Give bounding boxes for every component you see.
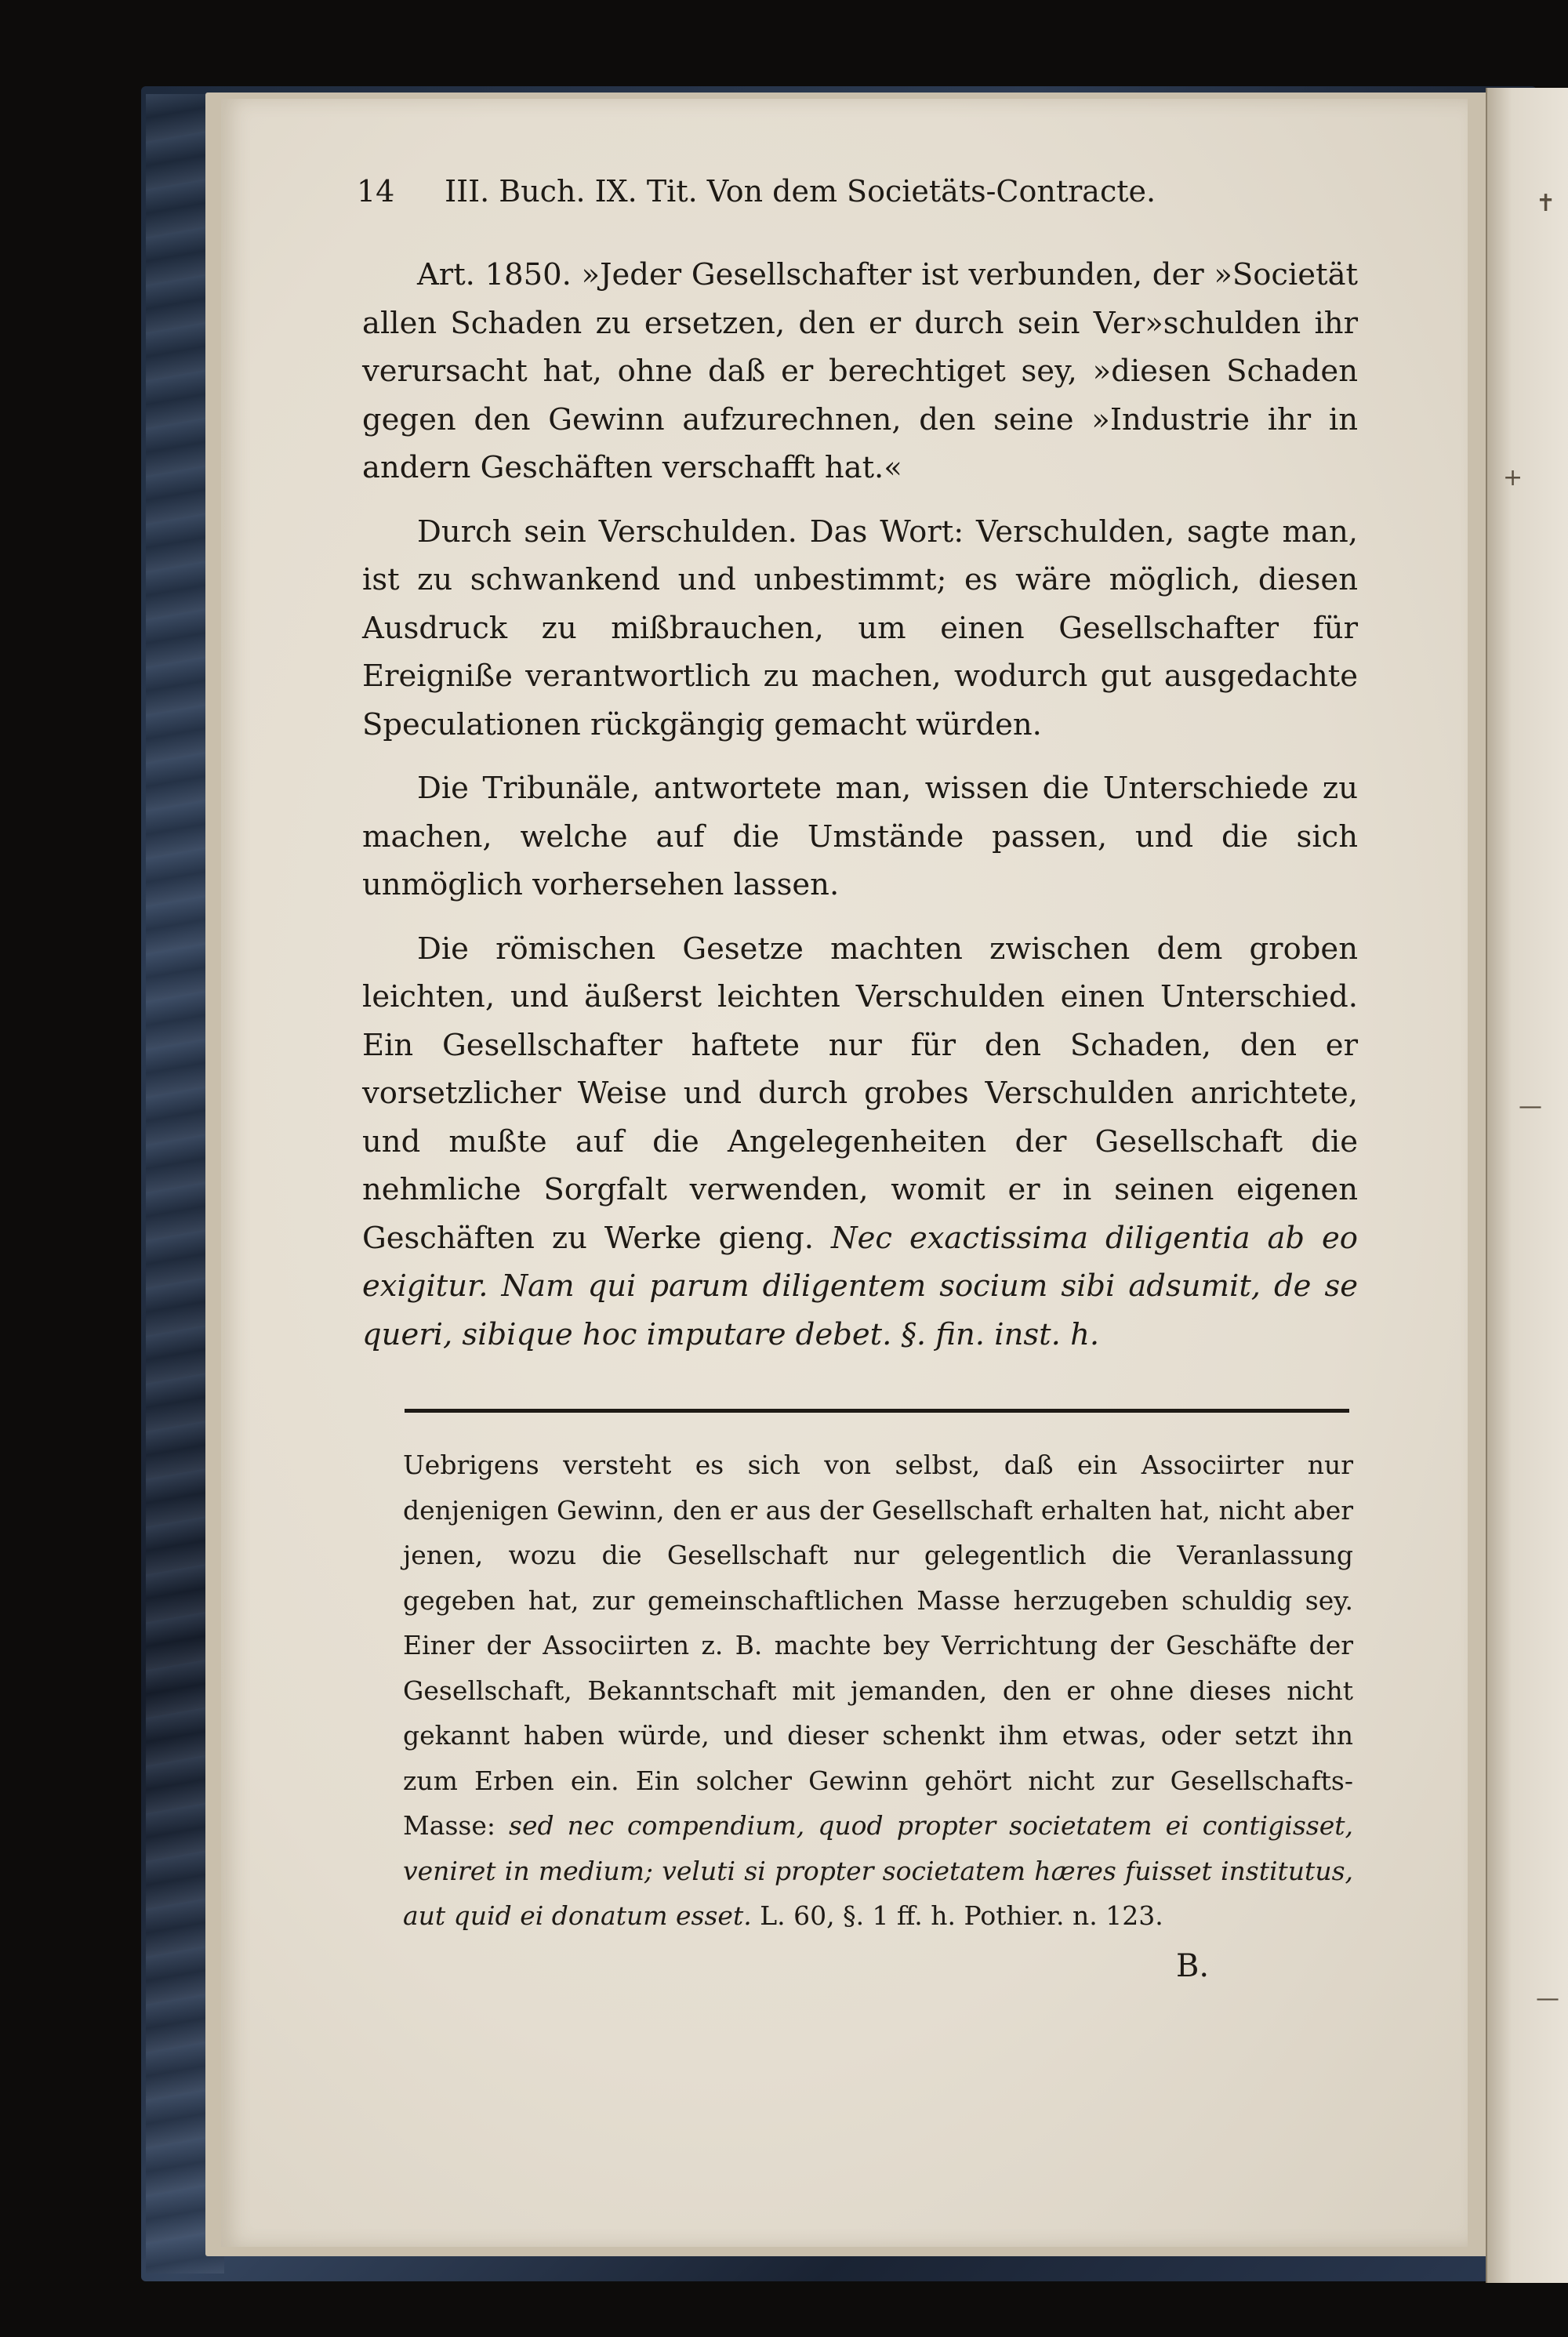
signature-mark: B. — [1176, 1948, 1210, 1984]
facing-page-edge — [1486, 88, 1568, 2283]
running-title: III. Buch. IX. Tit. Von dem Societäts-Contracte. — [445, 174, 1156, 209]
footnote-citation: L. 60, §. 1 ff. h. Pothier. n. 123. — [760, 1900, 1163, 1931]
commentary-paragraph — [362, 925, 1358, 1359]
running-head — [357, 174, 1258, 209]
margin-mark: + — [1503, 464, 1523, 492]
main-text — [362, 251, 1358, 1374]
german-text: Die römischen Gesetze machten zwischen dem groben leichten, und äußerst leichten Verschulden einen Unterschied. Ein Gesellschafter haftete nur für den Schaden, den er vorsetzlicher Weise und durch grobes Verschulden anrichtete, und mußte auf die Angelegenheiten der Gesellschaft die nehmliche Sorgfalt verwenden, womit er in seinen eigenen Geschäften zu Werke gieng. — [362, 931, 1358, 1256]
footnote — [403, 1442, 1353, 1939]
latin-quote: Nec exactissima diligentia ab eo exigitur. Nam qui parum diligentem socium sibi adsumit, de se queri, sibique hoc imputare debet. §. fin. inst. h. — [362, 1220, 1358, 1352]
margin-mark: — — [1519, 1093, 1542, 1120]
margin-mark: ✝ — [1536, 190, 1556, 217]
article-paragraph: Art. 1850. »Jeder Gesellschafter ist verbunden, der »Societät allen Schaden zu ersetzen, den er durch sein Ver»schulden ihr verursacht hat, ohne daß er berechtiget sey, »diesen Schaden gegen den Gewinn aufzurechnen, den seine »Industrie ihr in andern Geschäften verschafft hat.« — [362, 257, 1358, 485]
page-number: 14 — [357, 174, 395, 209]
footnote-latin: sed nec compendium, quod propter societatem ei contigisset, veniret in medium; veluti si propter societatem hæres fuisset institutus, aut quid ei donatum esset. — [403, 1810, 1353, 1931]
commentary-paragraph: Die Tribunäle, antwortete man, wissen die Unterschiede zu machen, welche auf die Umstände passen, und die sich unmöglich vorhersehen lassen. — [362, 771, 1358, 902]
footnote-german: Uebrigens versteht es sich von selbst, daß ein Associirter nur denjenigen Gewinn, den er aus der Gesellschaft erhalten hat, nicht aber jenen, wozu die Gesellschaft nur gelegentlich die Veranlassung gegeben hat, zur gemeinschaftlichen Masse herzugeben schuldig sey. Einer der Associirten z. B. machte bey Verrichtung der Geschäfte der Gesellschaft, Bekanntschaft mit jemanden, den er ohne dieses nicht gekannt haben würde, und dieser schenkt ihm etwas, oder setzt ihn zum Erben ein. Ein solcher Gewinn gehört nicht zur Gesellschafts-Masse: — [403, 1450, 1353, 1841]
footnote-paragraph — [403, 1442, 1353, 1939]
margin-mark: — — [1536, 1985, 1559, 2012]
footnote-rule — [405, 1409, 1349, 1413]
commentary-paragraph: Durch sein Verschulden. Das Wort: Verschulden, sagte man, ist zu schwankend und unbestimmt; es wäre möglich, diesen Ausdruck zu mißbrauchen, um einen Gesellschafter für Ereigniße verantwortlich zu machen, wodurch gut ausgedachte Speculationen rückgängig gemacht würden. — [362, 513, 1358, 742]
